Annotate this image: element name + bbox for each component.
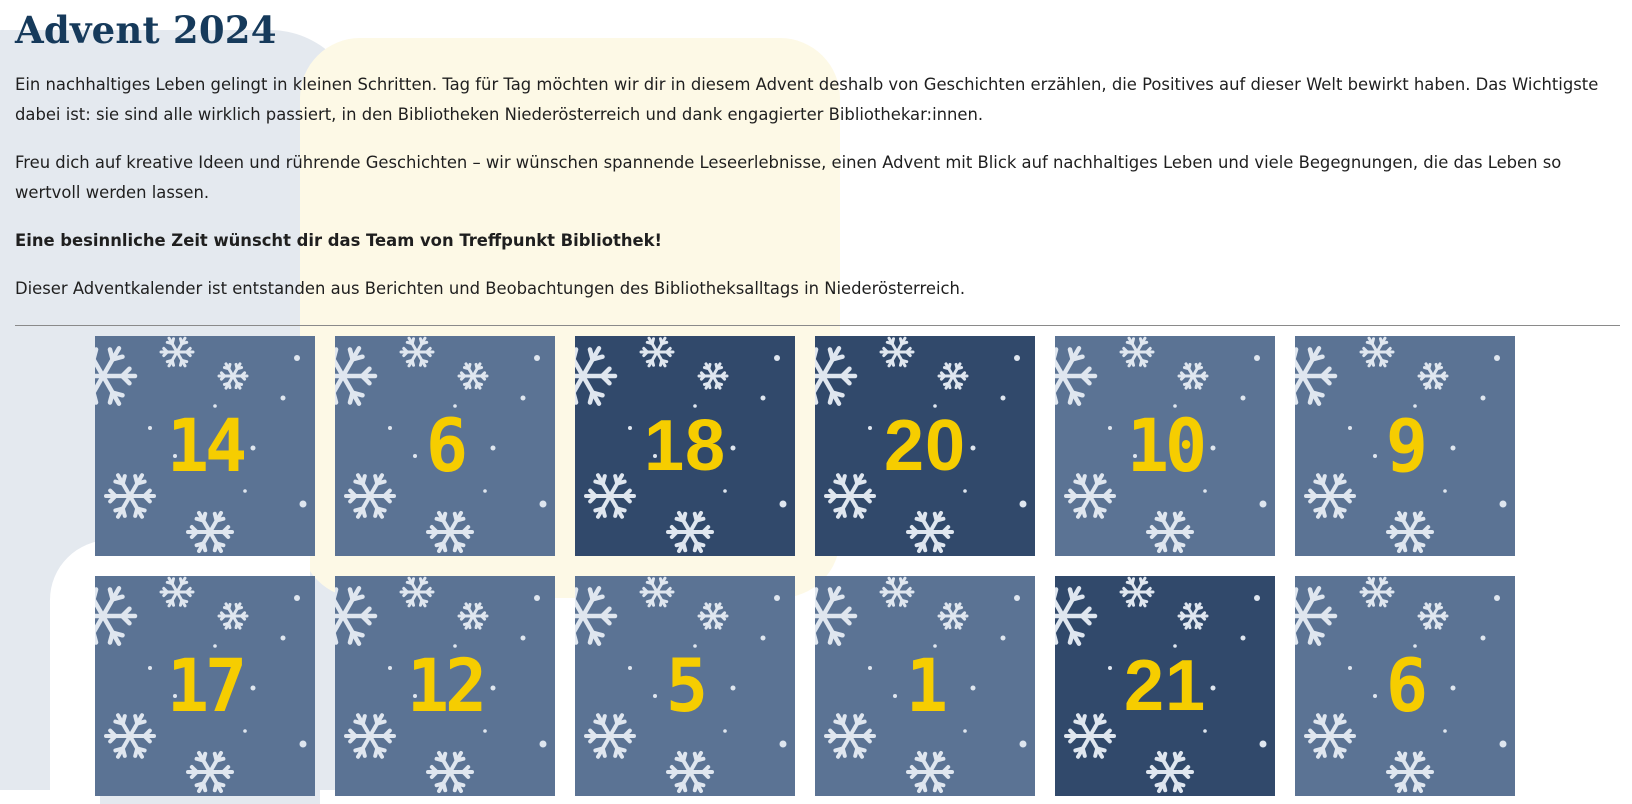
calendar-door-17[interactable] xyxy=(95,576,315,796)
page-title: Advent 2024 xyxy=(15,8,277,52)
page-content xyxy=(0,0,1632,304)
calendar-door-21[interactable] xyxy=(1055,576,1275,796)
door-number: 10 xyxy=(1126,402,1204,490)
calendar-door-6[interactable] xyxy=(1295,576,1515,796)
door-number: 6 xyxy=(425,402,465,490)
door-number: 14 xyxy=(166,402,244,490)
calendar-door-6[interactable] xyxy=(335,336,555,556)
intro-paragraph: Ein nachhaltiges Leben gelingt in kleinen Schritten. Tag für Tag möchten wir dir in diesem Advent deshalb von Geschichten erzählen, die Positives auf dieser Welt bewirkt haben. Das Wichtigste dabei ist: sie sind alle wirklich passiert, in den Bibliotheken Niederösterreich und dank engagierter Bibliothekar:innen. xyxy=(15,75,1599,124)
calendar-door-5[interactable] xyxy=(575,576,795,796)
calendar-door-20[interactable] xyxy=(815,336,1035,556)
door-number: 18 xyxy=(643,406,727,486)
greeting-text: Eine besinnliche Zeit wünscht dir das Team von Treffpunkt Bibliothek! xyxy=(15,231,663,250)
door-number: 12 xyxy=(406,642,484,730)
door-number: 20 xyxy=(883,406,967,486)
intro-paragraph-2: Freu dich auf kreative Ideen und rührende Geschichten – wir wünschen spannende Leseerlebnisse, einen Advent mit Blick auf nachhaltiges Leben und viele Begegnungen, die das Leben so wertvoll werden lassen. xyxy=(15,153,1562,202)
source-note: Dieser Adventkalender ist entstanden aus Berichten und Beobachtungen des Bibliotheksalltags in Niederösterreich. xyxy=(15,279,966,298)
door-number: 21 xyxy=(1123,646,1207,726)
calendar-door-1[interactable] xyxy=(815,576,1035,796)
door-number: 6 xyxy=(1385,642,1425,730)
door-number: 5 xyxy=(665,642,705,730)
door-number: 9 xyxy=(1385,402,1425,490)
calendar-door-9[interactable] xyxy=(1295,336,1515,556)
door-number: 17 xyxy=(166,642,244,730)
section-divider xyxy=(15,325,1620,326)
calendar-door-14[interactable] xyxy=(95,336,315,556)
advent-calendar-grid xyxy=(95,336,1515,796)
door-number: 1 xyxy=(905,642,945,730)
calendar-door-10[interactable] xyxy=(1055,336,1275,556)
calendar-door-12[interactable] xyxy=(335,576,555,796)
calendar-door-18[interactable] xyxy=(575,336,795,556)
